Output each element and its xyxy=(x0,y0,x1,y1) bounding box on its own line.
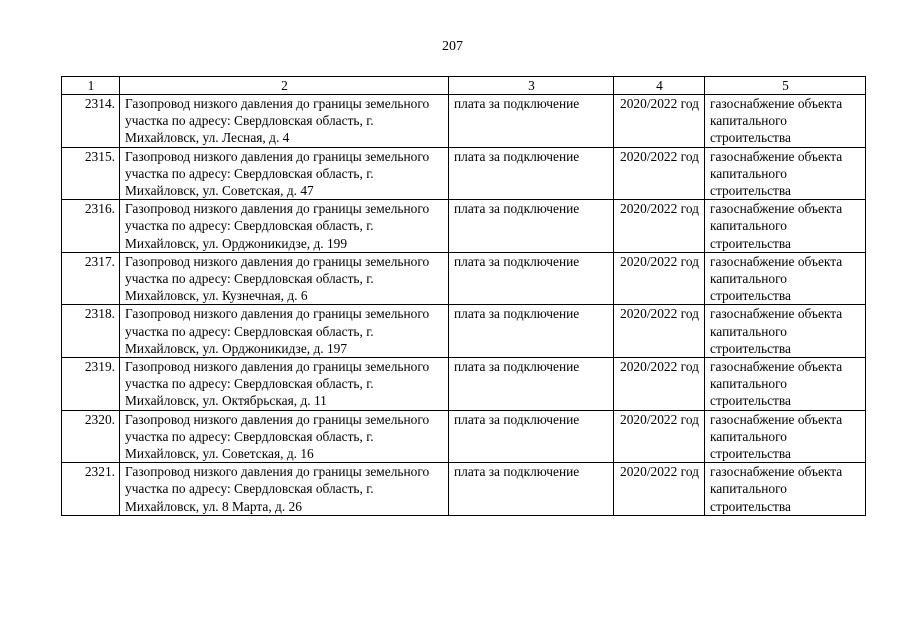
funding-source: плата за подключение xyxy=(449,410,614,463)
table-row xyxy=(62,463,866,516)
table-row xyxy=(62,252,866,305)
purpose: газоснабжение объекта капитального строительства xyxy=(705,358,866,411)
row-number: 2321. xyxy=(62,463,120,516)
purpose: газоснабжение объекта капитального строительства xyxy=(705,95,866,148)
column-header-2: 2 xyxy=(120,77,449,95)
page-number: 207 xyxy=(442,39,463,54)
purpose: газоснабжение объекта капитального строительства xyxy=(705,305,866,358)
period: 2020/2022 год xyxy=(614,358,705,411)
object-name: Газопровод низкого давления до границы земельного участка по адресу: Свердловская область, г. Михайловск, ул. Кузнечная, д. 6 xyxy=(120,252,449,305)
table-row xyxy=(62,95,866,148)
table-row xyxy=(62,200,866,253)
period: 2020/2022 год xyxy=(614,305,705,358)
object-name: Газопровод низкого давления до границы земельного участка по адресу: Свердловская область, г. Михайловск, ул. Орджоникидзе, д. 199 xyxy=(120,200,449,253)
purpose: газоснабжение объекта капитального строительства xyxy=(705,410,866,463)
funding-source: плата за подключение xyxy=(449,147,614,200)
funding-source: плата за подключение xyxy=(449,95,614,148)
row-number: 2320. xyxy=(62,410,120,463)
funding-source: плата за подключение xyxy=(449,305,614,358)
row-number: 2318. xyxy=(62,305,120,358)
table-row xyxy=(62,305,866,358)
object-name: Газопровод низкого давления до границы земельного участка по адресу: Свердловская область, г. Михайловск, ул. Лесная, д. 4 xyxy=(120,95,449,148)
table-row xyxy=(62,358,866,411)
row-number: 2319. xyxy=(62,358,120,411)
column-header-1: 1 xyxy=(62,77,120,95)
period: 2020/2022 год xyxy=(614,200,705,253)
period: 2020/2022 год xyxy=(614,147,705,200)
object-name: Газопровод низкого давления до границы земельного участка по адресу: Свердловская область, г. Михайловск, ул. 8 Марта, д. 26 xyxy=(120,463,449,516)
column-header-5: 5 xyxy=(705,77,866,95)
object-name: Газопровод низкого давления до границы земельного участка по адресу: Свердловская область, г. Михайловск, ул. Орджоникидзе, д. 197 xyxy=(120,305,449,358)
object-name: Газопровод низкого давления до границы земельного участка по адресу: Свердловская область, г. Михайловск, ул. Октябрьская, д. 11 xyxy=(120,358,449,411)
column-header-4: 4 xyxy=(614,77,705,95)
row-number: 2314. xyxy=(62,95,120,148)
object-name: Газопровод низкого давления до границы земельного участка по адресу: Свердловская область, г. Михайловск, ул. Советская, д. 47 xyxy=(120,147,449,200)
period: 2020/2022 год xyxy=(614,410,705,463)
row-number: 2317. xyxy=(62,252,120,305)
period: 2020/2022 год xyxy=(614,463,705,516)
projects-table xyxy=(61,76,866,516)
object-name: Газопровод низкого давления до границы земельного участка по адресу: Свердловская область, г. Михайловск, ул. Советская, д. 16 xyxy=(120,410,449,463)
purpose: газоснабжение объекта капитального строительства xyxy=(705,147,866,200)
purpose: газоснабжение объекта капитального строительства xyxy=(705,200,866,253)
table-row xyxy=(62,410,866,463)
row-number: 2316. xyxy=(62,200,120,253)
table-header-row xyxy=(62,77,866,95)
purpose: газоснабжение объекта капитального строительства xyxy=(705,463,866,516)
funding-source: плата за подключение xyxy=(449,358,614,411)
period: 2020/2022 год xyxy=(614,252,705,305)
purpose: газоснабжение объекта капитального строительства xyxy=(705,252,866,305)
funding-source: плата за подключение xyxy=(449,200,614,253)
funding-source: плата за подключение xyxy=(449,252,614,305)
table-row xyxy=(62,147,866,200)
period: 2020/2022 год xyxy=(614,95,705,148)
funding-source: плата за подключение xyxy=(449,463,614,516)
column-header-3: 3 xyxy=(449,77,614,95)
row-number: 2315. xyxy=(62,147,120,200)
